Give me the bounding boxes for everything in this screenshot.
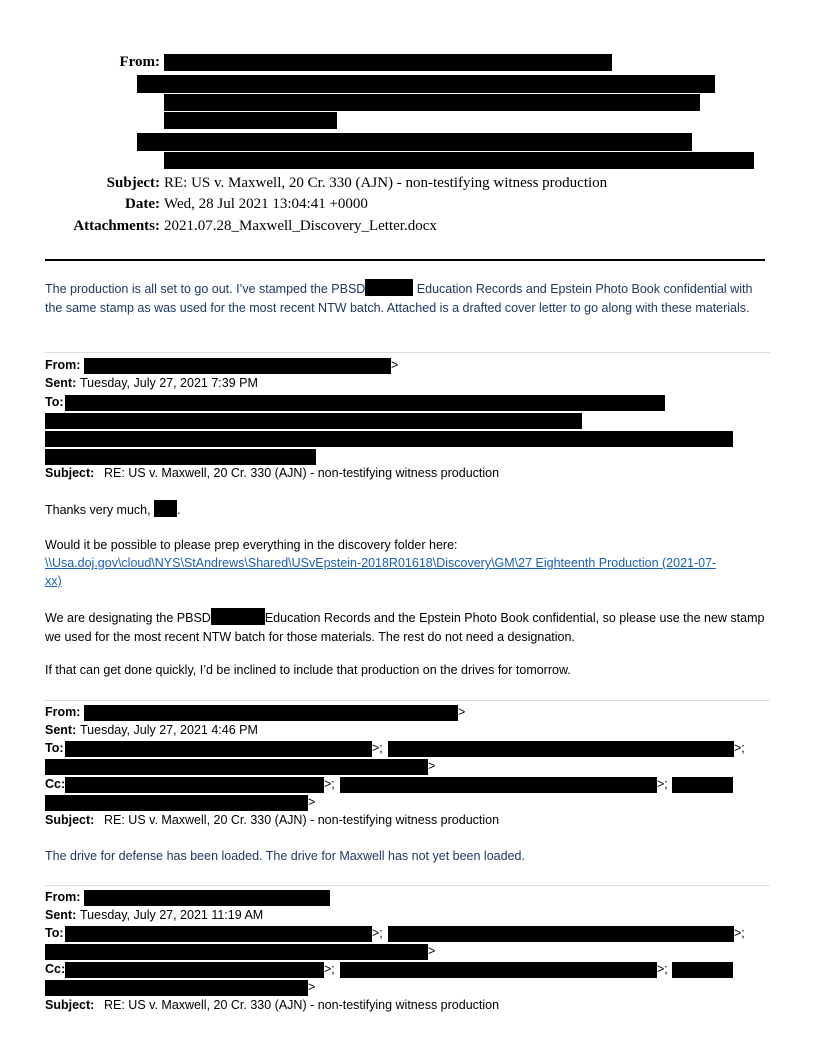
email-bracket: > bbox=[428, 759, 436, 773]
sent-value: Tuesday, July 27, 2021 4:46 PM bbox=[80, 723, 258, 737]
email-separator: >; bbox=[657, 962, 668, 976]
email-bracket: > bbox=[458, 705, 466, 719]
redaction-bar bbox=[84, 890, 330, 906]
redaction-bar bbox=[164, 152, 754, 169]
email-bracket: > bbox=[308, 795, 316, 809]
redaction-bar bbox=[45, 449, 316, 465]
request-text: Would it be possible to please prep everything in the discovery folder here: bbox=[45, 538, 458, 552]
redaction-bar bbox=[65, 962, 324, 978]
sent-label: Sent: bbox=[45, 723, 77, 737]
subject-label: Subject: bbox=[45, 466, 95, 480]
from-label: From: bbox=[45, 705, 81, 719]
redaction-bar bbox=[84, 705, 458, 721]
redaction-bar bbox=[45, 944, 428, 960]
message-separator bbox=[45, 700, 770, 701]
redaction-bar bbox=[65, 741, 372, 757]
attachments-label: Attachments: bbox=[73, 218, 160, 234]
email-separator: >; bbox=[372, 741, 383, 755]
subject-value: RE: US v. Maxwell, 20 Cr. 330 (AJN) - non-testifying witness production bbox=[104, 998, 500, 1012]
subject-value: RE: US v. Maxwell, 20 Cr. 330 (AJN) - non-testifying witness production bbox=[164, 175, 608, 191]
redaction-bar bbox=[65, 926, 372, 942]
message-body: The drive for defense has been loaded. The drive for Maxwell has not yet been loaded. bbox=[45, 849, 525, 863]
redaction-bar bbox=[388, 741, 734, 757]
redaction-bar bbox=[137, 75, 715, 93]
redaction-bar bbox=[365, 279, 413, 296]
subject-value: RE: US v. Maxwell, 20 Cr. 330 (AJN) - non-testifying witness production bbox=[104, 813, 500, 827]
from-label: From: bbox=[45, 358, 81, 372]
redaction-bar bbox=[45, 795, 308, 811]
redaction-bar bbox=[45, 431, 733, 447]
redaction-bar bbox=[340, 777, 657, 793]
to-label: To: bbox=[45, 741, 64, 755]
redaction-bar bbox=[45, 759, 428, 775]
redaction-bar bbox=[137, 133, 692, 151]
message-body bbox=[45, 279, 773, 318]
message-separator bbox=[45, 352, 770, 353]
redaction-bar bbox=[340, 962, 657, 978]
sent-value: Tuesday, July 27, 2021 7:39 PM bbox=[80, 376, 258, 390]
body-text: We are designating the PBSD bbox=[45, 611, 211, 625]
to-label: To: bbox=[45, 926, 64, 940]
email-separator: >; bbox=[324, 962, 335, 976]
subject-label: Subject: bbox=[106, 175, 160, 191]
date-label: Date: bbox=[125, 196, 160, 212]
cc-label: Cc: bbox=[45, 777, 66, 791]
header-divider bbox=[45, 259, 765, 261]
redaction-bar bbox=[164, 94, 700, 111]
discovery-folder-link-continued[interactable]: xx) bbox=[45, 574, 62, 588]
designation-text bbox=[45, 608, 773, 647]
to-label: To: bbox=[45, 395, 64, 409]
redaction-bar bbox=[154, 500, 177, 517]
subject-label: Subject: bbox=[45, 813, 95, 827]
body-text: Education Records and the Epstein Photo Book confidential, so please use the new stamp we used for the most recent NTW batch for those materials. The rest do not need a designation. bbox=[45, 611, 765, 644]
sent-value: Tuesday, July 27, 2021 11:19 AM bbox=[80, 908, 264, 922]
discovery-folder-link[interactable]: \\Usa.doj.gov\cloud\NYS\StAndrews\Shared\USvEpstein-2018R01618\Discovery\GM\27 Eighteenth Production (2021-07- bbox=[45, 556, 717, 570]
email-separator: >; bbox=[324, 777, 335, 791]
email-separator: >; bbox=[657, 777, 668, 791]
from-label: From: bbox=[45, 890, 81, 904]
body-text: Thanks very much, bbox=[45, 503, 151, 517]
redaction-bar bbox=[84, 358, 391, 374]
date-value: Wed, 28 Jul 2021 13:04:41 +0000 bbox=[164, 196, 368, 212]
body-text: The production is all set to go out. I’ve stamped the PBSD bbox=[45, 282, 366, 296]
redaction-bar bbox=[672, 962, 733, 978]
sent-label: Sent: bbox=[45, 908, 77, 922]
email-separator: >; bbox=[734, 741, 745, 755]
redaction-bar bbox=[45, 413, 582, 429]
email-bracket: > bbox=[391, 358, 399, 372]
email-bracket: > bbox=[428, 944, 436, 958]
greeting bbox=[45, 500, 773, 520]
attachment-link[interactable]: 2021.07.28_Maxwell_Discovery_Letter.docx bbox=[164, 218, 437, 234]
cc-label: Cc: bbox=[45, 962, 66, 976]
body-text: Education Records and Epstein Photo Book confidential with the same stamp as was used for the most recent NTW batch. Attached is a drafted cover letter to go along with these materials. bbox=[45, 282, 753, 315]
from-label: From: bbox=[119, 54, 160, 70]
email-separator: >; bbox=[734, 926, 745, 940]
closing-text: If that can get done quickly, I’d be inclined to include that production on the drives for tomorrow. bbox=[45, 663, 571, 677]
message-separator bbox=[45, 885, 770, 886]
redaction-bar bbox=[65, 777, 324, 793]
redaction-bar bbox=[211, 608, 265, 625]
sent-label: Sent: bbox=[45, 376, 77, 390]
redaction-bar bbox=[388, 926, 734, 942]
body-text: . bbox=[177, 503, 181, 517]
email-bracket: > bbox=[308, 980, 316, 994]
subject-label: Subject: bbox=[45, 998, 95, 1012]
redaction-bar bbox=[45, 980, 308, 996]
redaction-bar bbox=[164, 54, 612, 71]
email-separator: >; bbox=[372, 926, 383, 940]
redaction-bar bbox=[65, 395, 665, 411]
redaction-bar bbox=[672, 777, 733, 793]
redaction-bar bbox=[164, 112, 337, 129]
subject-value: RE: US v. Maxwell, 20 Cr. 330 (AJN) - non-testifying witness production bbox=[104, 466, 500, 480]
